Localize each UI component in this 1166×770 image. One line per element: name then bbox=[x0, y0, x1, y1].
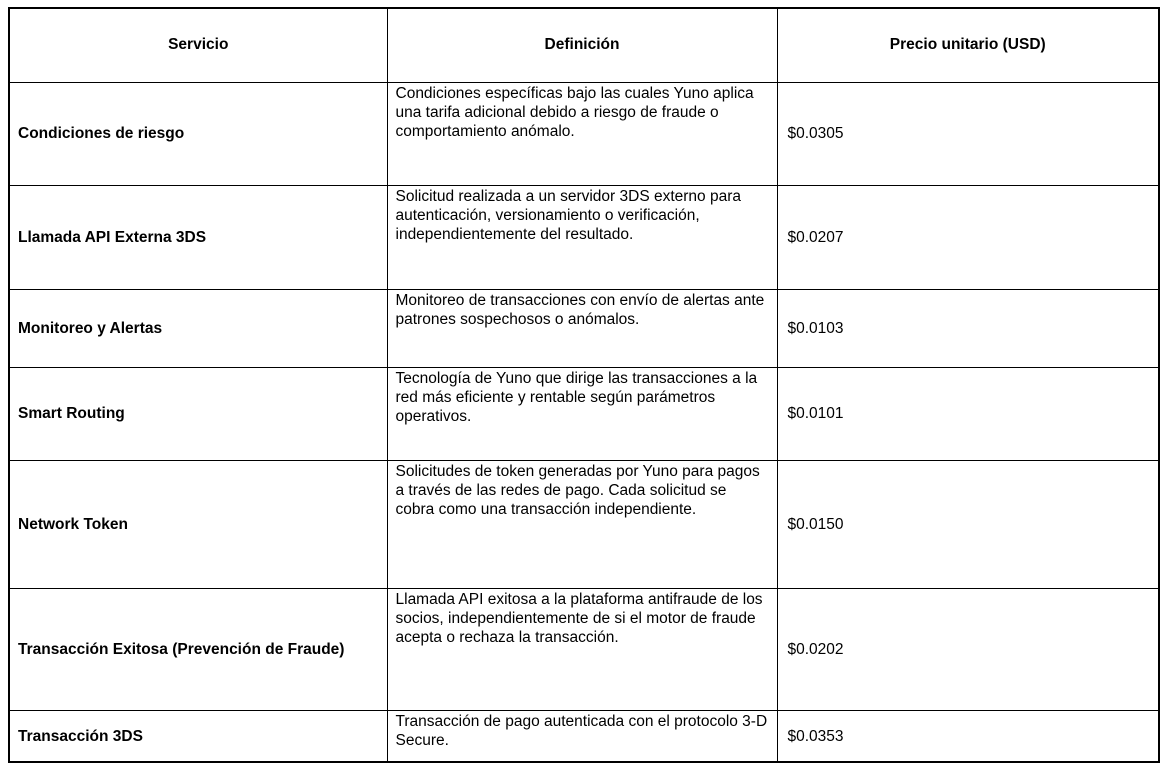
price-cell: $0.0207 bbox=[777, 186, 1159, 290]
table-header-row bbox=[9, 8, 1159, 82]
definition-cell: Llamada API exitosa a la plataforma antifraude de los socios, independientemente de si el motor de fraude acepta o rechaza la transacción. bbox=[387, 589, 777, 711]
service-name-cell: Transacción 3DS bbox=[9, 711, 387, 762]
header-definicion: Definición bbox=[387, 8, 777, 82]
price-cell: $0.0101 bbox=[777, 367, 1159, 461]
service-name-cell: Condiciones de riesgo bbox=[9, 82, 387, 186]
pricing-table bbox=[8, 7, 1160, 763]
service-name-cell: Network Token bbox=[9, 461, 387, 589]
definition-cell: Monitoreo de transacciones con envío de alertas ante patrones sospechosos o anómalos. bbox=[387, 290, 777, 368]
table-row bbox=[9, 82, 1159, 186]
definition-cell: Condiciones específicas bajo las cuales Yuno aplica una tarifa adicional debido a riesgo de fraude o comportamiento anómalo. bbox=[387, 82, 777, 186]
definition-cell: Tecnología de Yuno que dirige las transacciones a la red más eficiente y rentable según parámetros operativos. bbox=[387, 367, 777, 461]
header-precio-unitario: Precio unitario (USD) bbox=[777, 8, 1159, 82]
header-servicio: Servicio bbox=[9, 8, 387, 82]
service-name-cell: Transacción Exitosa (Prevención de Fraude) bbox=[9, 589, 387, 711]
table-row bbox=[9, 711, 1159, 762]
service-name-cell: Smart Routing bbox=[9, 367, 387, 461]
price-cell: $0.0305 bbox=[777, 82, 1159, 186]
price-cell: $0.0202 bbox=[777, 589, 1159, 711]
table-row bbox=[9, 186, 1159, 290]
table-row bbox=[9, 461, 1159, 589]
definition-cell: Solicitudes de token generadas por Yuno para pagos a través de las redes de pago. Cada solicitud se cobra como una transacción independiente. bbox=[387, 461, 777, 589]
definition-cell: Solicitud realizada a un servidor 3DS externo para autenticación, versionamiento o verificación, independientemente del resultado. bbox=[387, 186, 777, 290]
service-name-cell: Monitoreo y Alertas bbox=[9, 290, 387, 368]
price-cell: $0.0103 bbox=[777, 290, 1159, 368]
price-cell: $0.0150 bbox=[777, 461, 1159, 589]
table-row bbox=[9, 367, 1159, 461]
service-name-cell: Llamada API Externa 3DS bbox=[9, 186, 387, 290]
table-row bbox=[9, 589, 1159, 711]
definition-cell: Transacción de pago autenticada con el protocolo 3-D Secure. bbox=[387, 711, 777, 762]
price-cell: $0.0353 bbox=[777, 711, 1159, 762]
table-row bbox=[9, 290, 1159, 368]
